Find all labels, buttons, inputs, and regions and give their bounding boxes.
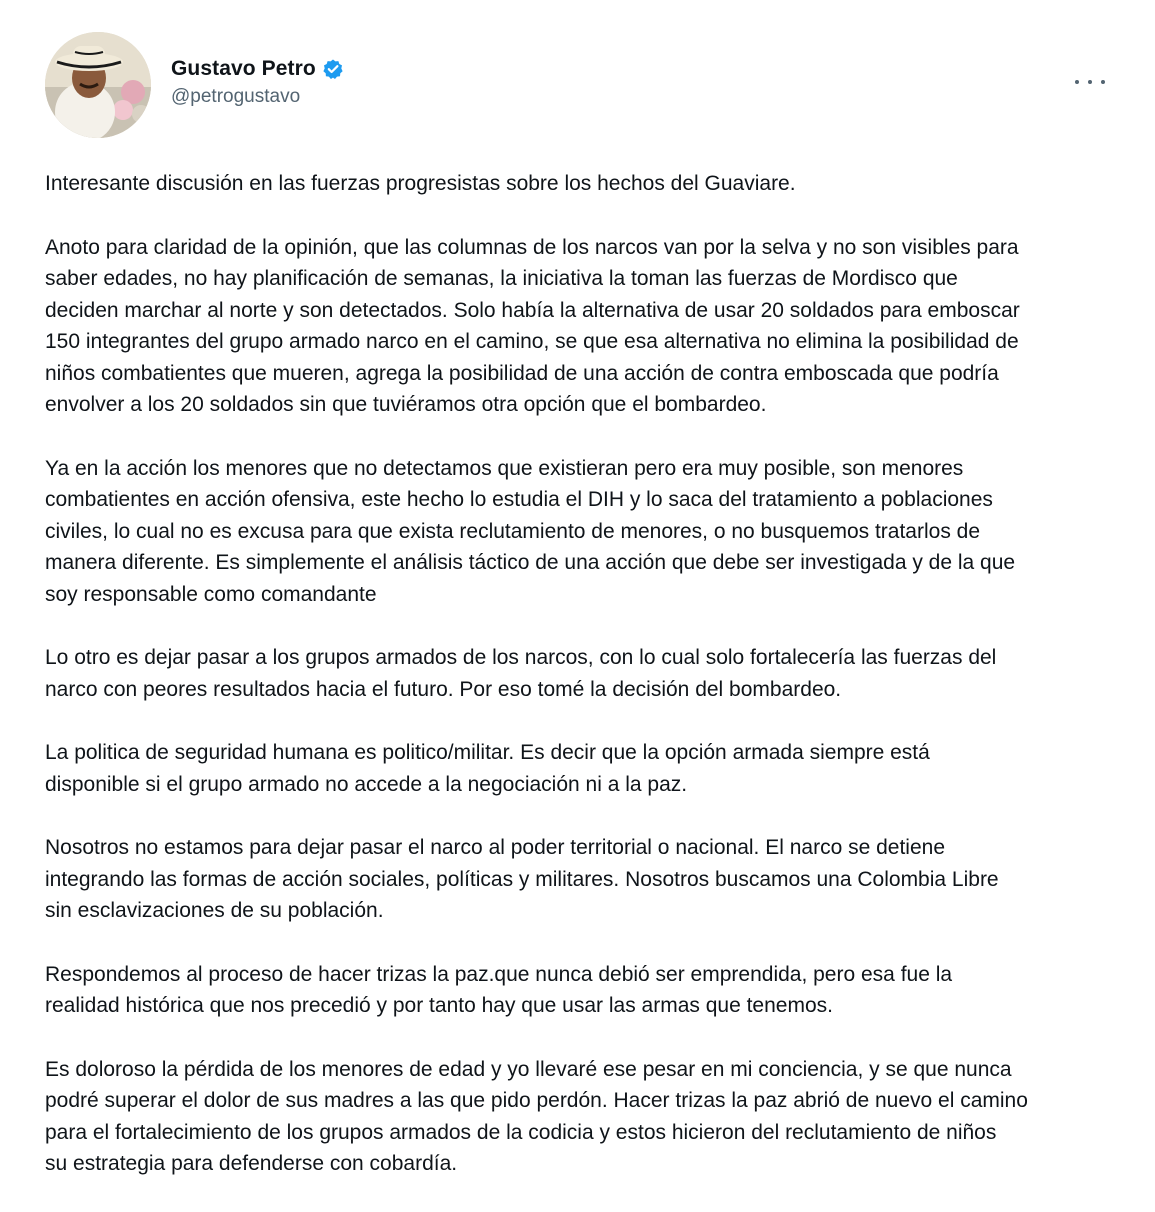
- tweet-paragraph-4: Lo otro es dejar pasar a los grupos armados de los narcos, con lo cual solo fortalecería las fuerzas del narco con peores resultados hacia el futuro. Por eso tomé la decisión del bombardeo.: [45, 646, 997, 701]
- tweet-paragraph-3: Ya en la acción los menores que no detectamos que existieran pero era muy posible, son menores combatientes en acción ofensiva, este hecho lo estudia el DIH y lo saca del tratamiento a poblaciones civiles, lo cual no es excusa para que exista reclutamiento de menores, o no busquemos tratarlos de manera diferente. Es simplemente el análisis táctico de una acción que debe ser investigada y de la que soy responsable como comandante: [45, 456, 1016, 606]
- tweet-paragraph-6: Nosotros no estamos para dejar pasar el narco al poder territorial o nacional. El narco se detiene integrando las formas de acción sociales, políticas y militares. Nosotros buscamos una Colombia Libre sin esclavizaciones de su población.: [45, 836, 999, 922]
- tweet-paragraph-1: Interesante discusión en las fuerzas progresistas sobre los hechos del Guaviare.: [45, 172, 796, 195]
- avatar-image: [45, 32, 151, 138]
- display-name-row: [171, 54, 344, 84]
- tweet-paragraph-5: La politica de seguridad humana es politico/militar. Es decir que la opción armada siempre está disponible si el grupo armado no accede a la negociación ni a la paz.: [45, 741, 930, 796]
- avatar[interactable]: [45, 32, 151, 138]
- author-names: [171, 54, 344, 108]
- display-name[interactable]: Gustavo Petro: [171, 57, 316, 80]
- tweet-paragraph-2: Anoto para claridad de la opinión, que las columnas de los narcos van por la selva y no son visibles para saber edades, no hay planificación de semanas, la iniciativa la toman las fuerzas de Mordisco que deciden marchar al norte y son detectados. Solo había la alternativa de usar 20 soldados para emboscar 150 integrantes del grupo armado narco en el camino, se que esa alternativa no elimina la posibilidad de niños combatientes que mueren, agrega la posibilidad de una acción de contra emboscada que podría envolver a los 20 soldados sin que tuviéramos otra opción que el bombardeo.: [45, 235, 1020, 416]
- tweet-paragraph-7: Respondemos al proceso de hacer trizas la paz.que nunca debió ser emprendida, pero esa fue la realidad histórica que nos precedió y por tanto hay que usar las armas que tenemos.: [45, 962, 953, 1017]
- tweet-text: [45, 168, 1120, 1212]
- verified-badge-icon: [322, 58, 344, 80]
- author-handle[interactable]: @petrogustavo: [171, 86, 301, 107]
- more-horizontal-icon[interactable]: [1075, 70, 1105, 94]
- tweet-paragraph-8: Es doloroso la pérdida de los menores de edad y yo llevaré ese pesar en mi conciencia, y se que nunca podré superar el dolor de sus madres a las que pido perdón. Hacer trizas la paz abrió de nuevo el camino para el fortalecimiento de los grupos armados de la codicia y estos hicieron del reclutamiento de niños su estrategia para defenderse con cobardía.: [45, 1057, 1028, 1175]
- tweet-header: [45, 32, 1115, 142]
